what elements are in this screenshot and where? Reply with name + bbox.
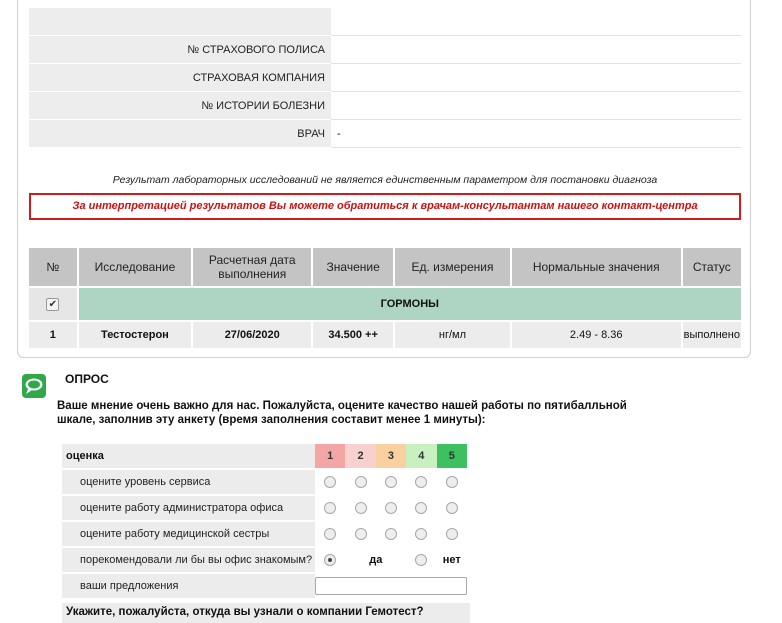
result-unit: нг/мл	[394, 321, 511, 348]
recommend-row	[62, 547, 467, 573]
info-value	[331, 36, 741, 64]
group-name: ГОРМОНЫ	[78, 287, 741, 321]
question-recommend: порекомендовали ли бы вы офис знакомым?	[62, 547, 315, 573]
col-header-unit: Ед. измерения	[394, 248, 511, 287]
radio-cell	[376, 521, 406, 547]
info-value	[331, 92, 741, 120]
info-row	[29, 36, 741, 64]
info-row	[29, 120, 741, 148]
col-header-number: №	[29, 248, 78, 287]
radio-cell	[345, 521, 375, 547]
info-label: № СТРАХОВОГО ПОЛИСА	[29, 36, 331, 64]
radio-cell	[437, 495, 467, 521]
scale-2: 2	[345, 444, 375, 469]
result-row	[29, 321, 741, 348]
info-label	[29, 8, 331, 36]
consultation-alert: За интерпретацией результатов Вы можете обратиться к врачам-консультантам нашего контакт-центра	[29, 193, 741, 220]
question-service: оцените уровень сервиса	[62, 469, 315, 495]
result-number: 1	[29, 321, 78, 348]
col-header-date: Расчетная дата выполнения	[192, 248, 312, 287]
radio-cell	[406, 469, 436, 495]
scale-5: 5	[437, 444, 467, 469]
survey-question-row	[62, 495, 467, 521]
radio-cell	[437, 521, 467, 547]
rating-label: оценка	[62, 444, 315, 469]
survey-question-row	[62, 521, 467, 547]
radio-nurse-2[interactable]	[355, 528, 367, 540]
suggestions-cell	[315, 573, 467, 599]
group-checkbox[interactable]: ✔	[46, 298, 59, 311]
radio-cell	[315, 521, 345, 547]
radio-admin-5[interactable]	[446, 502, 458, 514]
results-header-row	[29, 248, 741, 287]
scale-1: 1	[315, 444, 345, 469]
radio-cell	[315, 547, 345, 573]
radio-service-4[interactable]	[415, 476, 427, 488]
recommend-no-label: нет	[437, 547, 467, 573]
patient-info-table	[29, 8, 741, 148]
info-label: ВРАЧ	[29, 120, 331, 148]
radio-cell	[406, 521, 436, 547]
radio-admin-1[interactable]	[324, 502, 336, 514]
radio-nurse-5[interactable]	[446, 528, 458, 540]
radio-cell	[315, 495, 345, 521]
result-date: 27/06/2020	[192, 321, 312, 348]
radio-admin-2[interactable]	[355, 502, 367, 514]
suggestions-label: ваши предложения	[62, 573, 315, 599]
group-row	[29, 287, 741, 321]
result-normal: 2.49 - 8.36	[511, 321, 682, 348]
radio-admin-3[interactable]	[385, 502, 397, 514]
radio-cell	[345, 469, 375, 495]
radio-admin-4[interactable]	[415, 502, 427, 514]
chat-bubble-icon	[22, 374, 46, 398]
scale-4: 4	[406, 444, 436, 469]
radio-cell	[345, 495, 375, 521]
radio-service-1[interactable]	[324, 476, 336, 488]
radio-recommend-yes[interactable]	[324, 554, 336, 566]
col-header-test: Исследование	[78, 248, 193, 287]
result-test: Тестостерон	[78, 321, 193, 348]
info-row	[29, 92, 741, 120]
info-row	[29, 64, 741, 92]
scale-3: 3	[376, 444, 406, 469]
source-question: Укажите, пожалуйста, откуда вы узнали о компании Гемотест?	[62, 603, 470, 623]
radio-nurse-1[interactable]	[324, 528, 336, 540]
radio-service-3[interactable]	[385, 476, 397, 488]
info-label: № ИСТОРИИ БОЛЕЗНИ	[29, 92, 331, 120]
info-value	[331, 64, 741, 92]
info-value	[331, 8, 741, 36]
radio-cell	[376, 469, 406, 495]
radio-service-5[interactable]	[446, 476, 458, 488]
survey-intro: Ваше мнение очень важно для нас. Пожалуйста, оцените качество нашей работы по пятибалльной шкале, заполнив эту анкету (время заполнения составит менее 1 минуты):	[57, 400, 627, 426]
recommend-yes-label: да	[345, 547, 406, 573]
survey-table	[62, 444, 467, 600]
results-table	[29, 248, 741, 348]
survey-question-row	[62, 469, 467, 495]
info-row	[29, 8, 741, 36]
col-header-normal: Нормальные значения	[511, 248, 682, 287]
result-value: 34.500 ++	[312, 321, 394, 348]
col-header-status: Статус	[682, 248, 741, 287]
radio-service-2[interactable]	[355, 476, 367, 488]
radio-cell	[315, 469, 345, 495]
group-checkbox-cell	[29, 287, 78, 321]
radio-cell	[406, 547, 436, 573]
radio-cell	[376, 495, 406, 521]
survey-title: ОПРОС	[65, 372, 109, 386]
suggestions-input[interactable]	[315, 577, 467, 595]
question-administrator: оцените работу администратора офиса	[62, 495, 315, 521]
radio-recommend-no[interactable]	[415, 554, 427, 566]
info-value: -	[331, 120, 741, 148]
rating-scale-row	[62, 444, 467, 469]
disclaimer-text: Результат лабораторных исследований не является единственным параметром для постановки диагноза	[112, 174, 658, 186]
col-header-value: Значение	[312, 248, 394, 287]
suggestions-row	[62, 573, 467, 599]
question-nurse: оцените работу медицинской сестры	[62, 521, 315, 547]
radio-cell	[437, 469, 467, 495]
radio-cell	[406, 495, 436, 521]
radio-nurse-4[interactable]	[415, 528, 427, 540]
info-label: СТРАХОВАЯ КОМПАНИЯ	[29, 64, 331, 92]
result-status: выполнено	[682, 321, 741, 348]
radio-nurse-3[interactable]	[385, 528, 397, 540]
